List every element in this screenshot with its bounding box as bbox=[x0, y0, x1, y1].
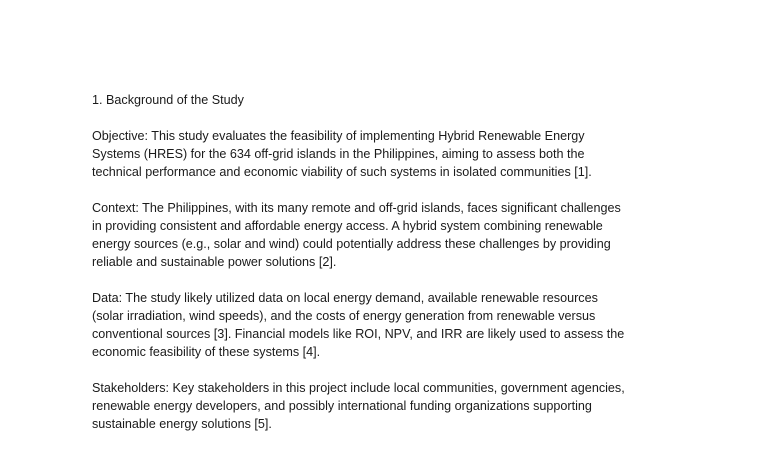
data-paragraph bbox=[92, 289, 702, 361]
paragraph-line: (solar irradiation, wind speeds), and the costs of energy generation from renewable versus bbox=[92, 309, 596, 323]
paragraph-line: Stakeholders: Key stakeholders in this project include local communities, government agencies, bbox=[92, 381, 625, 395]
stakeholders-paragraph bbox=[92, 379, 702, 433]
paragraph-line: Context: The Philippines, with its many remote and off-grid islands, faces significant challenges bbox=[92, 201, 621, 215]
paragraph-line: energy sources (e.g., solar and wind) could potentially address these challenges by providing bbox=[92, 237, 611, 251]
paragraph-line: conventional sources [3]. Financial models like ROI, NPV, and IRR are likely used to assess the bbox=[92, 327, 625, 341]
paragraph-line: Data: The study likely utilized data on local energy demand, available renewable resources bbox=[92, 291, 598, 305]
paragraph-line: sustainable energy solutions [5]. bbox=[92, 417, 272, 431]
paragraph-line: Systems (HRES) for the 634 off-grid islands in the Philippines, aiming to assess both the bbox=[92, 147, 585, 161]
objective-paragraph bbox=[92, 127, 702, 181]
document-page bbox=[92, 91, 702, 451]
paragraph-line: technical performance and economic viability of such systems in isolated communities [1]. bbox=[92, 165, 592, 179]
context-paragraph bbox=[92, 199, 702, 271]
paragraph-line: economic feasibility of these systems [4]. bbox=[92, 345, 321, 359]
paragraph-line: renewable energy developers, and possibly international funding organizations supporting bbox=[92, 399, 592, 413]
paragraph-line: reliable and sustainable power solutions [2]. bbox=[92, 255, 337, 269]
paragraph-line: in providing consistent and affordable energy access. A hybrid system combining renewable bbox=[92, 219, 603, 233]
section-heading: 1. Background of the Study bbox=[92, 93, 244, 107]
paragraph-line: Objective: This study evaluates the feasibility of implementing Hybrid Renewable Energy bbox=[92, 129, 585, 143]
